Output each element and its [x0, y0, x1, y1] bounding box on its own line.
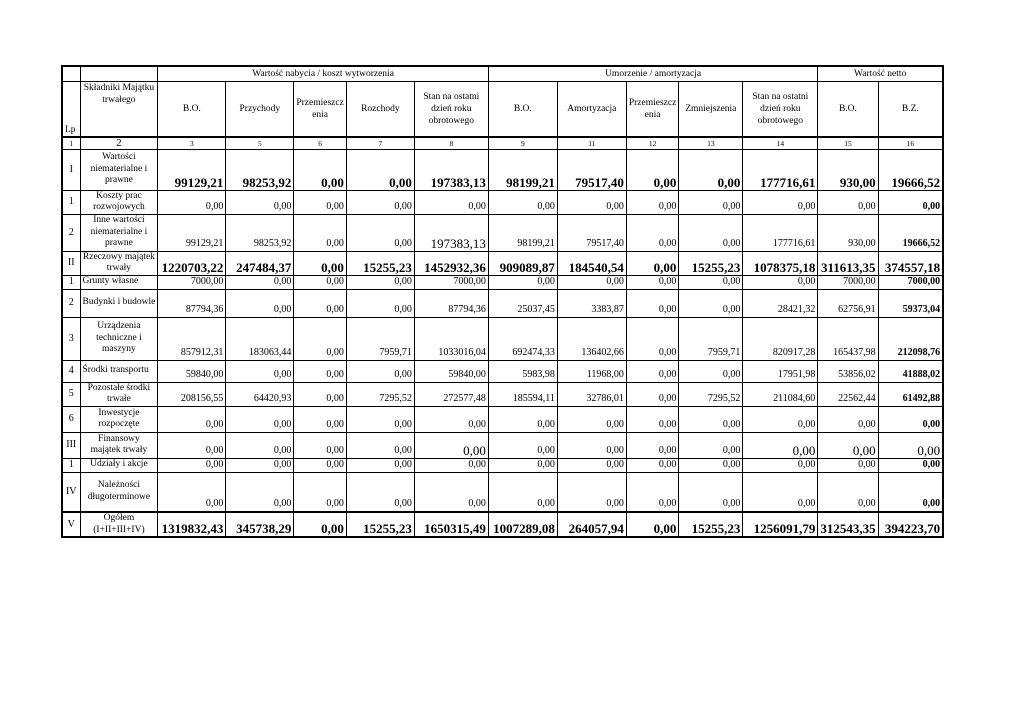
skladniki-header: Składniki Majątku trwałego	[80, 81, 158, 137]
table-row	[62, 214, 943, 251]
value-cell: 7000,00	[818, 275, 878, 289]
column-header: B.O.	[818, 81, 878, 137]
table-row	[62, 275, 943, 289]
value-cell: 0,00	[226, 289, 294, 317]
row-lp: V	[62, 512, 80, 537]
value-cell: 0,00	[878, 458, 943, 472]
value-cell: 0,00	[226, 360, 294, 382]
column-header: B.O.	[158, 81, 226, 137]
value-cell: 0,00	[626, 251, 678, 275]
value-cell: 208156,55	[158, 382, 226, 406]
value-cell: 0,00	[414, 472, 488, 512]
value-cell: 0,00	[679, 360, 743, 382]
value-cell: 0,00	[679, 190, 743, 214]
value-cell: 0,00	[346, 432, 414, 458]
value-cell: 0,00	[346, 214, 414, 251]
value-cell: 0,00	[414, 432, 488, 458]
table-row	[62, 512, 943, 537]
row-name: Rzeczowy majątek trwały	[80, 251, 158, 275]
column-number: 3	[158, 137, 226, 149]
value-cell: 0,00	[626, 382, 678, 406]
value-cell: 0,00	[226, 275, 294, 289]
group-header-umorzenie: Umorzenie / amortyzacja	[488, 66, 817, 81]
value-cell: 0,00	[226, 472, 294, 512]
value-cell: 0,00	[626, 512, 678, 537]
column-header: Przemieszcz enia	[294, 81, 346, 137]
row-name: Środki transportu	[80, 360, 158, 382]
value-cell: 0,00	[294, 275, 346, 289]
value-cell: 0,00	[557, 472, 626, 512]
value-cell: 0,00	[679, 406, 743, 432]
value-cell: 909089,87	[488, 251, 557, 275]
column-header: Przychody	[226, 81, 294, 137]
value-cell: 98253,92	[226, 214, 294, 251]
row-name: Ogółem (I+II+III+IV)	[80, 512, 158, 537]
value-cell: 98253,92	[226, 149, 294, 190]
value-cell: 0,00	[626, 190, 678, 214]
column-header: Amortyzacja	[557, 81, 626, 137]
value-cell: 0,00	[818, 190, 878, 214]
column-number: 5	[226, 137, 294, 149]
value-cell: 394223,70	[878, 512, 943, 537]
value-cell: 79517,40	[557, 149, 626, 190]
row-lp: 2	[62, 289, 80, 317]
value-cell: 62756,91	[818, 289, 878, 317]
value-cell: 0,00	[488, 472, 557, 512]
table-row	[62, 406, 943, 432]
value-cell: 136402,66	[557, 317, 626, 360]
row-name: Inne wartości niematerialne i prawne	[80, 214, 158, 251]
value-cell: 0,00	[557, 406, 626, 432]
value-cell: 930,00	[818, 214, 878, 251]
value-cell: 0,00	[557, 458, 626, 472]
value-cell: 374557,18	[878, 251, 943, 275]
value-cell: 0,00	[626, 214, 678, 251]
row-lp: 6	[62, 406, 80, 432]
lp-header: Lp	[62, 81, 80, 137]
column-number: 11	[557, 137, 626, 149]
value-cell: 17951,98	[743, 360, 818, 382]
value-cell: 59840,00	[158, 360, 226, 382]
value-cell: 0,00	[294, 512, 346, 537]
row-name: Finansowy majątek trwały	[80, 432, 158, 458]
value-cell: 0,00	[294, 317, 346, 360]
value-cell: 7959,71	[346, 317, 414, 360]
value-cell: 7000,00	[878, 275, 943, 289]
value-cell: 5983,98	[488, 360, 557, 382]
value-cell: 0,00	[294, 251, 346, 275]
value-cell: 98199,21	[488, 214, 557, 251]
value-cell: 0,00	[158, 472, 226, 512]
value-cell: 197383,13	[414, 214, 488, 251]
value-cell: 0,00	[557, 275, 626, 289]
row-lp: II	[62, 251, 80, 275]
column-number: 16	[878, 137, 943, 149]
value-cell: 7959,71	[679, 317, 743, 360]
value-cell: 87794,36	[414, 289, 488, 317]
value-cell: 0,00	[679, 472, 743, 512]
value-cell: 0,00	[346, 472, 414, 512]
value-cell: 197383,13	[414, 149, 488, 190]
value-cell: 15255,23	[679, 251, 743, 275]
value-cell: 857912,31	[158, 317, 226, 360]
value-cell: 53856,02	[818, 360, 878, 382]
row-lp: 4	[62, 360, 80, 382]
value-cell: 0,00	[226, 190, 294, 214]
value-cell: 0,00	[626, 149, 678, 190]
value-cell: 0,00	[557, 190, 626, 214]
value-cell: 0,00	[488, 458, 557, 472]
value-cell: 0,00	[743, 190, 818, 214]
value-cell: 247484,37	[226, 251, 294, 275]
value-cell: 177716,61	[743, 214, 818, 251]
value-cell: 1007289,08	[488, 512, 557, 537]
value-cell: 99129,21	[158, 149, 226, 190]
value-cell: 64420,93	[226, 382, 294, 406]
value-cell: 345738,29	[226, 512, 294, 537]
value-cell: 0,00	[294, 458, 346, 472]
row-lp: 1	[62, 458, 80, 472]
value-cell: 0,00	[679, 149, 743, 190]
table-row	[62, 149, 943, 190]
value-cell: 3383,87	[557, 289, 626, 317]
value-cell: 1078375,18	[743, 251, 818, 275]
fixed-assets-table	[61, 65, 944, 538]
row-name: Urządzenia techniczne i maszyny	[80, 317, 158, 360]
value-cell: 0,00	[294, 382, 346, 406]
table-row	[62, 251, 943, 275]
table-row	[62, 360, 943, 382]
value-cell: 0,00	[818, 406, 878, 432]
table-row	[62, 432, 943, 458]
column-number: 9	[488, 137, 557, 149]
column-number: 7	[346, 137, 414, 149]
value-cell: 0,00	[818, 458, 878, 472]
value-cell: 0,00	[226, 406, 294, 432]
column-number: 8	[414, 137, 488, 149]
value-cell: 184540,54	[557, 251, 626, 275]
column-number: 15	[818, 137, 878, 149]
row-name: Należności długoterminowe	[80, 472, 158, 512]
column-number: 12	[626, 137, 678, 149]
value-cell: 1452932,36	[414, 251, 488, 275]
value-cell: 7000,00	[414, 275, 488, 289]
row-name: Grunty własne	[80, 275, 158, 289]
value-cell: 0,00	[294, 406, 346, 432]
value-cell: 264057,94	[557, 512, 626, 537]
value-cell: 41888,02	[878, 360, 943, 382]
value-cell: 0,00	[346, 275, 414, 289]
value-cell: 0,00	[626, 317, 678, 360]
value-cell: 930,00	[818, 149, 878, 190]
value-cell: 0,00	[743, 275, 818, 289]
value-cell: 0,00	[294, 149, 346, 190]
value-cell: 98199,21	[488, 149, 557, 190]
value-cell: 0,00	[626, 406, 678, 432]
value-cell: 0,00	[878, 472, 943, 512]
value-cell: 272577,48	[414, 382, 488, 406]
value-cell: 32786,01	[557, 382, 626, 406]
table-row	[62, 317, 943, 360]
value-cell: 7295,52	[679, 382, 743, 406]
value-cell: 0,00	[626, 458, 678, 472]
group-header-nabycie: Wartość nabycia / koszt wytworzenia	[158, 66, 488, 81]
value-cell: 0,00	[488, 190, 557, 214]
value-cell: 59373,04	[878, 289, 943, 317]
value-cell: 25037,45	[488, 289, 557, 317]
table-row	[62, 472, 943, 512]
value-cell: 0,00	[158, 432, 226, 458]
value-cell: 1256091,79	[743, 512, 818, 537]
value-cell: 0,00	[414, 190, 488, 214]
value-cell: 0,00	[743, 406, 818, 432]
value-cell: 0,00	[878, 432, 943, 458]
value-cell: 0,00	[679, 275, 743, 289]
value-cell: 0,00	[488, 432, 557, 458]
column-header: Rozchody	[346, 81, 414, 137]
value-cell: 1650315,49	[414, 512, 488, 537]
value-cell: 0,00	[346, 458, 414, 472]
row-name: Udziały i akcje	[80, 458, 158, 472]
value-cell: 0,00	[226, 432, 294, 458]
value-cell: 22562,44	[818, 382, 878, 406]
value-cell: 0,00	[346, 406, 414, 432]
row-lp: III	[62, 432, 80, 458]
value-cell: 0,00	[679, 458, 743, 472]
value-cell: 0,00	[878, 190, 943, 214]
column-number: 14	[743, 137, 818, 149]
value-cell: 183063,44	[226, 317, 294, 360]
value-cell: 99129,21	[158, 214, 226, 251]
row-name: Pozostałe środki trwałe	[80, 382, 158, 406]
value-cell: 0,00	[158, 406, 226, 432]
value-cell: 1033016,04	[414, 317, 488, 360]
column-number: 13	[679, 137, 743, 149]
value-cell: 211084,60	[743, 382, 818, 406]
row-lp: 5	[62, 382, 80, 406]
row-lp: 1	[62, 275, 80, 289]
value-cell: 19666,52	[878, 214, 943, 251]
value-cell: 1319832,43	[158, 512, 226, 537]
row-lp: I	[62, 149, 80, 190]
column-header: Zmniejszenia	[679, 81, 743, 137]
value-cell: 0,00	[158, 190, 226, 214]
row-name: Koszty prac rozwojowych	[80, 190, 158, 214]
value-cell: 0,00	[679, 432, 743, 458]
value-cell: 0,00	[488, 406, 557, 432]
row-lp: 2	[62, 214, 80, 251]
value-cell: 0,00	[626, 432, 678, 458]
value-cell: 692474,33	[488, 317, 557, 360]
value-cell: 0,00	[488, 275, 557, 289]
value-cell: 0,00	[878, 406, 943, 432]
value-cell: 0,00	[818, 432, 878, 458]
table-row	[62, 190, 943, 214]
value-cell: 19666,52	[878, 149, 943, 190]
value-cell: 61492,88	[878, 382, 943, 406]
value-cell: 0,00	[294, 432, 346, 458]
value-cell: 7295,52	[346, 382, 414, 406]
value-cell: 0,00	[818, 472, 878, 512]
value-cell: 87794,36	[158, 289, 226, 317]
value-cell: 0,00	[626, 289, 678, 317]
column-number: 1	[62, 137, 80, 149]
value-cell: 0,00	[414, 406, 488, 432]
value-cell: 0,00	[158, 458, 226, 472]
value-cell: 0,00	[226, 458, 294, 472]
value-cell: 0,00	[346, 190, 414, 214]
value-cell: 0,00	[679, 214, 743, 251]
value-cell: 0,00	[557, 432, 626, 458]
value-cell: 0,00	[626, 360, 678, 382]
row-lp: 3	[62, 317, 80, 360]
value-cell: 0,00	[743, 458, 818, 472]
value-cell: 0,00	[626, 275, 678, 289]
column-header: Stan na ostatni dzień roku obrotowego	[743, 81, 818, 137]
row-lp: IV	[62, 472, 80, 512]
corner-cell	[80, 66, 158, 81]
value-cell: 312543,35	[818, 512, 878, 537]
value-cell: 0,00	[414, 458, 488, 472]
column-number: 2	[80, 137, 158, 149]
table-row	[62, 382, 943, 406]
row-name: Inwestycje rozpoczęte	[80, 406, 158, 432]
value-cell: 0,00	[294, 214, 346, 251]
value-cell: 0,00	[294, 472, 346, 512]
value-cell: 177716,61	[743, 149, 818, 190]
value-cell: 0,00	[743, 472, 818, 512]
value-cell: 820917,28	[743, 317, 818, 360]
value-cell: 212098,76	[878, 317, 943, 360]
value-cell: 28421,32	[743, 289, 818, 317]
value-cell: 0,00	[294, 289, 346, 317]
group-header-netto: Wartość netto	[818, 66, 943, 81]
value-cell: 165437,98	[818, 317, 878, 360]
value-cell: 1220703,22	[158, 251, 226, 275]
column-header: B.Z.	[878, 81, 943, 137]
value-cell: 7000,00	[158, 275, 226, 289]
value-cell: 15255,23	[346, 251, 414, 275]
value-cell: 15255,23	[346, 512, 414, 537]
value-cell: 0,00	[294, 360, 346, 382]
value-cell: 59840,00	[414, 360, 488, 382]
value-cell: 0,00	[679, 289, 743, 317]
row-lp: 1	[62, 190, 80, 214]
table-row	[62, 289, 943, 317]
column-header: B.O.	[488, 81, 557, 137]
value-cell: 185594,11	[488, 382, 557, 406]
column-header: Stan na ostatni dzień roku obrotowego	[414, 81, 488, 137]
row-name: Budynki i budowle	[80, 289, 158, 317]
value-cell: 0,00	[346, 289, 414, 317]
value-cell: 0,00	[346, 360, 414, 382]
column-number: 6	[294, 137, 346, 149]
row-name: Wartości niematerialne i prawne	[80, 149, 158, 190]
value-cell: 0,00	[294, 190, 346, 214]
value-cell: 79517,40	[557, 214, 626, 251]
value-cell: 0,00	[626, 472, 678, 512]
value-cell: 15255,23	[679, 512, 743, 537]
corner-cell	[62, 66, 80, 81]
value-cell: 311613,35	[818, 251, 878, 275]
table-row	[62, 458, 943, 472]
value-cell: 0,00	[743, 432, 818, 458]
value-cell: 0,00	[346, 149, 414, 190]
column-header: Przemieszcz enia	[626, 81, 678, 137]
value-cell: 11968,00	[557, 360, 626, 382]
